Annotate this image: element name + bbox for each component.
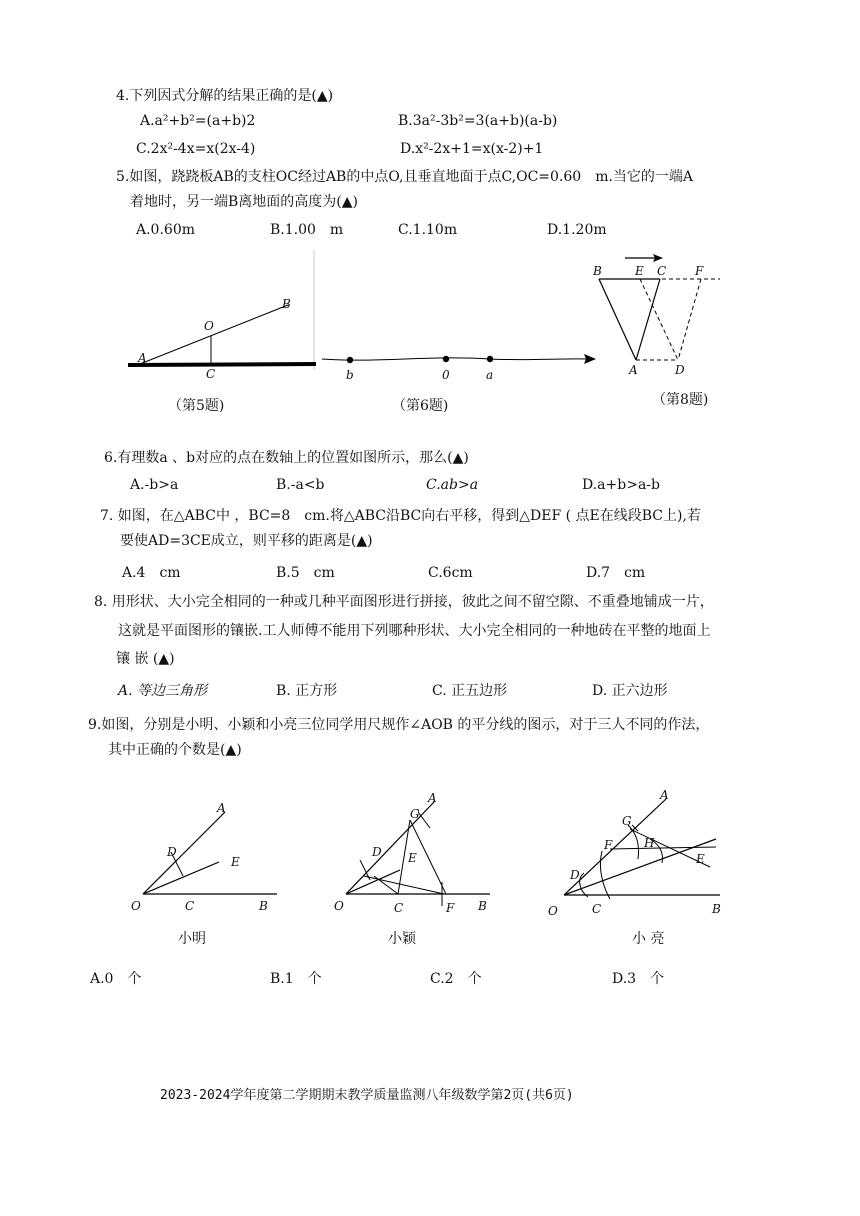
fig8-label-d: D [675,363,685,377]
q5-stem-line1: 5.如图，跷跷板AB的支柱OC经过AB的中点O,且垂直地面于点C,OC=0.60 m.当它的一端A [116,169,694,185]
figure-9-xiaoying [330,790,500,920]
q9-caption-xiaoying: 小颖 [388,931,416,947]
xl-label-f: F [604,838,613,852]
xy-label-f: F [446,901,455,915]
q8-option-d: D. 正六边形 [592,683,668,699]
xy-label-e: E [408,851,417,865]
xl-label-b: B [712,902,721,916]
figure-5-seesaw [118,250,318,390]
xm-label-a: A [217,801,226,815]
q4-option-a: A.a²+b²=(a+b)2 [140,113,256,129]
xy-label-a: A [428,791,437,805]
fig8-label-e: E [635,264,644,278]
xy-label-g: G [410,807,420,821]
xy-label-o: O [334,899,344,913]
xm-label-c: C [185,899,195,913]
fig8-label-b: B [593,264,602,278]
q6-option-c: C.ab>a [426,477,479,493]
xm-label-o: O [131,899,141,913]
figure-6-number-line [320,345,600,385]
figure-8-translation [585,250,735,380]
q4-option-b: B.3a²-3b²=3(a+b)(a-b) [398,113,558,129]
q4-stem: 4.下列因式分解的结果正确的是(▲) [116,88,334,104]
fig6-label-a: a [486,368,494,382]
q5-option-c: C.1.10m [398,222,458,238]
q4-option-c: C.2x²-4x=x(2x-4) [136,141,256,157]
xl-label-e: E [696,852,705,866]
fig8-label-c: C [657,264,667,278]
fig5-label-o: O [204,319,214,333]
q5-option-d: D.1.20m [547,222,607,238]
q6-option-a: A.-b>a [130,477,179,493]
fig5-caption: （第5题) [168,398,225,414]
fig5-label-a: A [138,351,147,365]
xm-label-b: B [259,899,268,913]
q9-stem-line1: 9.如图，分别是小明、小颖和小亮三位同学用尺规作∠AOB 的平分线的图示，对于三人不同的作法， [88,717,710,733]
q9-stem-line2: 其中正确的个数是(▲) [108,742,242,758]
q7-stem-line2: 要使AD=3CE成立，则平移的距离是(▲) [120,533,373,549]
xm-label-e: E [231,855,240,869]
q6-option-b: B.-a<b [276,477,325,493]
q6-option-d: D.a+b>a-b [582,477,660,493]
fig8-label-f: F [695,264,704,278]
q5-option-b: B.1.00 m [270,222,344,238]
q7-option-a: A.4 cm [122,565,181,581]
q8-option-c: C. 正五边形 [432,683,508,699]
xl-label-d: D [570,868,580,882]
q7-stem-line1: 7. 如图，在△ABC中 ，BC=8 cm.将△ABC沿BC向右平移，得到△DEF ( 点E在线段BC上),若 [100,508,701,524]
fig8-label-a: A [629,363,638,377]
fig6-label-zero: 0 [442,368,450,382]
q7-option-c: C.6cm [428,565,473,581]
fig6-caption: （第6题) [392,398,449,414]
fig5-label-b: B [282,297,291,311]
q8-stem-line2: 这就是平面图形的镶嵌.工人师傅不能用下列哪种形状、大小完全相同的一种地砖在平整的地面上 [118,623,711,639]
q4-option-d: D.x²-2x+1=x(x-2)+1 [400,141,544,157]
fig8-caption: （第8题) [652,392,709,408]
xy-label-d: D [372,845,382,859]
xl-label-a: A [660,788,669,802]
xl-label-h: H [644,836,655,850]
xy-label-b: B [478,899,487,913]
q5-stem-line2: 着地时，另一端B离地面的高度为(▲) [130,194,358,210]
q5-option-a: A.0.60m [136,222,196,238]
q9-option-b: B.1 个 [270,971,322,987]
figure-9-xiaoliang [540,785,740,925]
figure-9-xiaoming [125,790,285,920]
q9-option-a: A.0 个 [90,971,142,987]
q8-stem-line1: 8. 用形状、大小完全相同的一种或几种平面图形进行拼接，彼此之间不留空隙、不重叠地铺成一片， [94,594,714,610]
fig5-label-c: C [206,367,216,381]
xy-label-c: C [394,901,404,915]
q8-option-a: A. 等边三角形 [118,683,208,699]
q9-option-d: D.3 个 [612,971,665,987]
q7-option-b: B.5 cm [276,565,335,581]
q8-option-b: B. 正方形 [276,683,338,699]
xl-label-o: O [548,904,558,918]
fig6-label-b: b [346,368,354,382]
q8-stem-line3: 镶 嵌 (▲) [116,651,175,667]
page-footer: 2023-2024学年度第二学期期末教学质量监测八年级数学第2页(共6页) [160,1088,574,1103]
q9-caption-xiaoming: 小明 [178,931,206,947]
q6-stem: 6.有理数a 、b对应的点在数轴上的位置如图所示，那么(▲) [104,450,469,466]
xm-label-d: D [167,845,177,859]
xl-label-c: C [592,902,602,916]
q9-option-c: C.2 个 [430,971,482,987]
q9-caption-xiaoliang: 小 亮 [632,931,665,947]
xl-label-g: G [622,814,632,828]
q7-option-d: D.7 cm [586,565,646,581]
